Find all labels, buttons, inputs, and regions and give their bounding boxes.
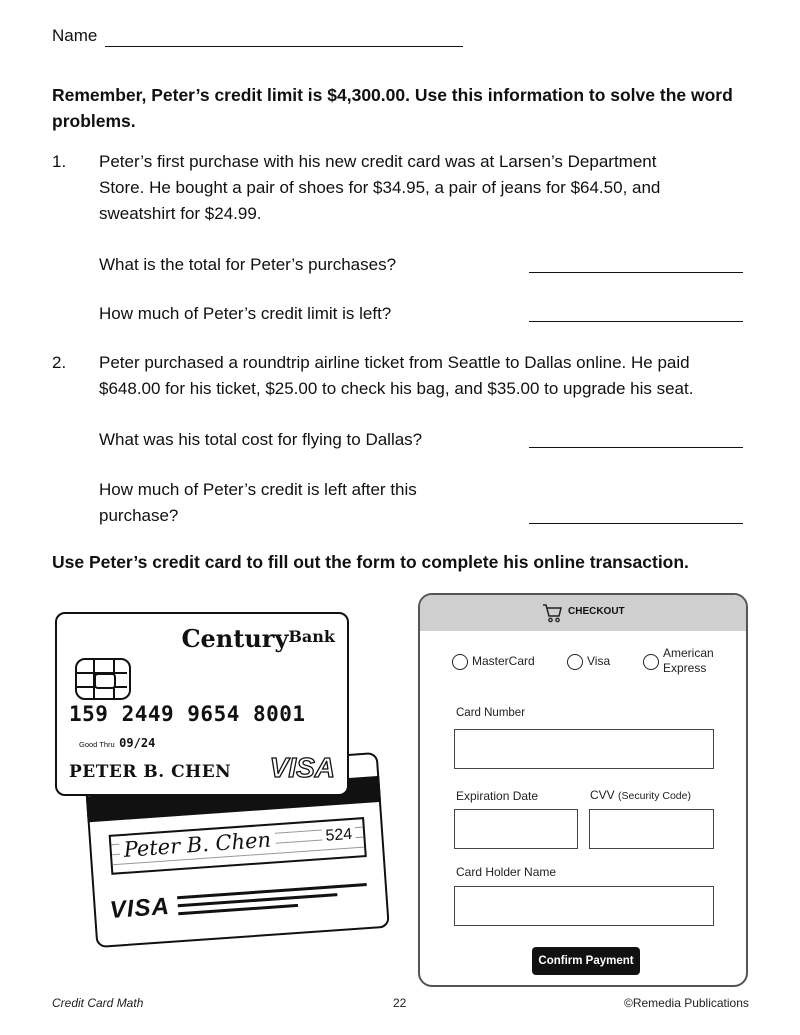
radio-american-express-label: American Express: [663, 646, 714, 675]
checkout-form: [418, 593, 748, 987]
name-answer-line[interactable]: [105, 46, 463, 47]
confirm-payment-button[interactable]: Confirm Payment: [532, 947, 640, 975]
problem-2-question-2-line-1: How much of Peter’s credit is left after this: [99, 480, 417, 499]
cvv-label-text: CVV: [590, 788, 615, 802]
signature-panel: [109, 817, 367, 875]
bank-logo: [181, 624, 335, 653]
problem-1-number: 1.: [52, 152, 67, 171]
problem-2-question-2-line-2: purchase?: [99, 506, 179, 525]
card-chip-icon: [75, 658, 131, 700]
cvv-field[interactable]: [589, 809, 714, 849]
problem-2-line-2: $648.00 for his ticket, $25.00 to check his bag, and $35.00 to upgrade his seat.: [99, 379, 694, 398]
radio-american-express[interactable]: [643, 654, 659, 670]
problem-2-question-1: What was his total cost for flying to Dallas?: [99, 430, 423, 449]
bank-name: Century: [181, 624, 289, 653]
card-holder-name: PETER B. CHEN: [69, 762, 232, 782]
checkout-title: CHECKOUT: [568, 606, 625, 617]
footer-book-title: Credit Card Math: [52, 996, 144, 1010]
problem-2-answer-2-line[interactable]: [529, 523, 743, 524]
problem-1-question-2: How much of Peter’s credit limit is left?: [99, 304, 392, 323]
form-instruction: Use Peter’s credit card to fill out the form to complete his online transaction.: [52, 552, 689, 572]
shopping-cart-icon: [542, 603, 564, 623]
radio-mastercard[interactable]: [452, 654, 468, 670]
card-holder-name-label: Card Holder Name: [456, 865, 557, 879]
problem-2-number: 2.: [52, 353, 67, 372]
radio-mastercard-label: MasterCard: [472, 654, 535, 668]
credit-card-front: [55, 612, 349, 796]
good-thru: [79, 734, 155, 752]
problem-2-answer-1-line[interactable]: [529, 447, 743, 448]
expiration-date-label: Expiration Date: [456, 789, 539, 803]
bank-suffix: Bank: [288, 627, 335, 646]
cvv-note: (Security Code): [618, 790, 691, 802]
checkout-header: [420, 595, 746, 631]
problem-1-answer-1-line[interactable]: [529, 272, 743, 273]
card-holder-name-field[interactable]: [454, 886, 714, 926]
name-label: Name: [52, 26, 98, 45]
intro-instruction: Remember, Peter’s credit limit is $4,300.00. Use this information to solve the word problems.: [52, 85, 733, 131]
security-code: 524: [322, 826, 356, 846]
card-back-network-logo: VISA: [108, 892, 171, 924]
problem-2-question-2: [99, 477, 417, 529]
signature: Peter B. Chen: [119, 827, 276, 862]
problem-2-text: [99, 350, 759, 402]
card-number: 159 2449 9654 8001: [69, 702, 306, 726]
problem-1-question-1: What is the total for Peter’s purchases?: [99, 255, 397, 274]
expiration-date-field[interactable]: [454, 809, 578, 849]
card-number-label: Card Number: [456, 707, 526, 719]
card-number-field[interactable]: [454, 729, 714, 769]
problem-1-answer-2-line[interactable]: [529, 321, 743, 322]
good-thru-value: 09/24: [119, 736, 156, 750]
problem-1-line-2: Store. He bought a pair of shoes for $34.95, a pair of jeans for $64.50, and: [99, 178, 661, 197]
problem-1-line-1: Peter’s first purchase with his new credit card was at Larsen’s Department: [99, 152, 657, 171]
cvv-label: [590, 788, 691, 802]
radio-visa-label: Visa: [587, 654, 611, 668]
card-network-logo: VISA: [269, 752, 335, 783]
problem-1-text: [99, 149, 759, 227]
footer-publisher: ©Remedia Publications: [624, 996, 749, 1010]
problem-2-line-1: Peter purchased a roundtrip airline ticket from Seattle to Dallas online. He paid: [99, 353, 690, 372]
problem-1-line-3: sweatshirt for $24.99.: [99, 204, 262, 223]
radio-visa[interactable]: [567, 654, 583, 670]
good-thru-label: Good Thru: [79, 740, 115, 749]
page-number: 22: [393, 996, 407, 1010]
